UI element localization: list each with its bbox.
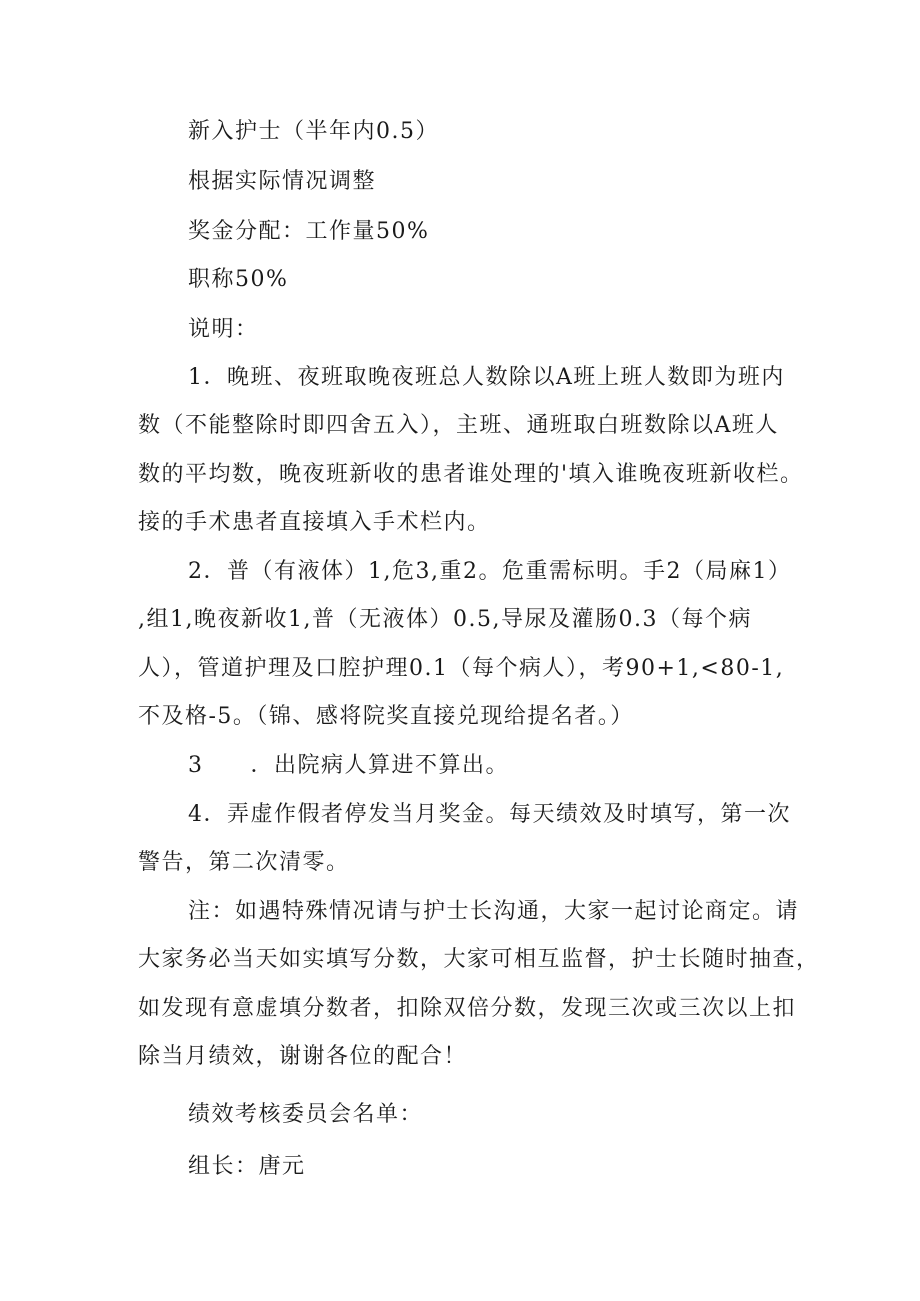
- paragraph-2-line-4: 不及格-5。（锦、感将院奖直接兑现给提名者。）: [138, 704, 634, 729]
- committee-heading: 绩效考核委员会名单：: [188, 1102, 424, 1127]
- paragraph-3-line-1: 3 ．出院病人算进不算出。: [188, 753, 509, 778]
- paragraph-2-line-1: 2．普（有液体）1,危3,重2。危重需标明。手2（局麻1）: [188, 559, 792, 584]
- paragraph-1-line-4: 接的手术患者直接填入手术栏内。: [138, 510, 491, 535]
- note-line-4: 除当月绩效，谢谢各位的配合！: [138, 1044, 468, 1069]
- note-line-3: 如发现有意虚填分数者，扣除双倍分数，发现三次或三次以上扣: [138, 996, 797, 1021]
- text-line-new-nurse: 新入护士（半年内0.5）: [188, 119, 439, 144]
- text-line-notes-heading: 说明：: [188, 317, 259, 342]
- paragraph-4-line-1: 4．弄虚作假者停发当月奖金。每天绩效及时填写，第一次: [188, 802, 791, 827]
- paragraph-1-line-3: 数的平均数，晚夜班新收的患者谁处理的'填入谁晚夜班新收栏。: [138, 462, 804, 487]
- paragraph-4-line-2: 警告，第二次清零。: [138, 850, 350, 875]
- paragraph-1-line-2: 数（不能整除时即四舍五入），主班、通班取白班数除以A班人: [138, 413, 779, 438]
- text-line-title-share: 职称50%: [188, 267, 289, 292]
- text-line-adjust: 根据实际情况调整: [188, 169, 377, 194]
- text-line-bonus-allocation: 奖金分配：工作量50%: [188, 219, 430, 244]
- note-line-2: 大家务必当天如实填写分数，大家可相互监督，护士长随时抽查，: [138, 947, 820, 972]
- note-line-1: 注：如遇特殊情况请与护士长沟通，大家一起讨论商定。请: [188, 899, 800, 924]
- committee-leader: 组长：唐元: [188, 1154, 306, 1179]
- paragraph-1-line-1: 1．晚班、夜班取晚夜班总人数除以A班上班人数即为班内: [188, 365, 785, 390]
- paragraph-2-line-3: 人），管道护理及口腔护理0.1（每个病人），考90+1,<80-1,: [138, 656, 785, 681]
- paragraph-2-line-2: ,组1,晚夜新收1,普（无液体）0.5,导尿及灌肠0.3（每个病: [138, 607, 752, 632]
